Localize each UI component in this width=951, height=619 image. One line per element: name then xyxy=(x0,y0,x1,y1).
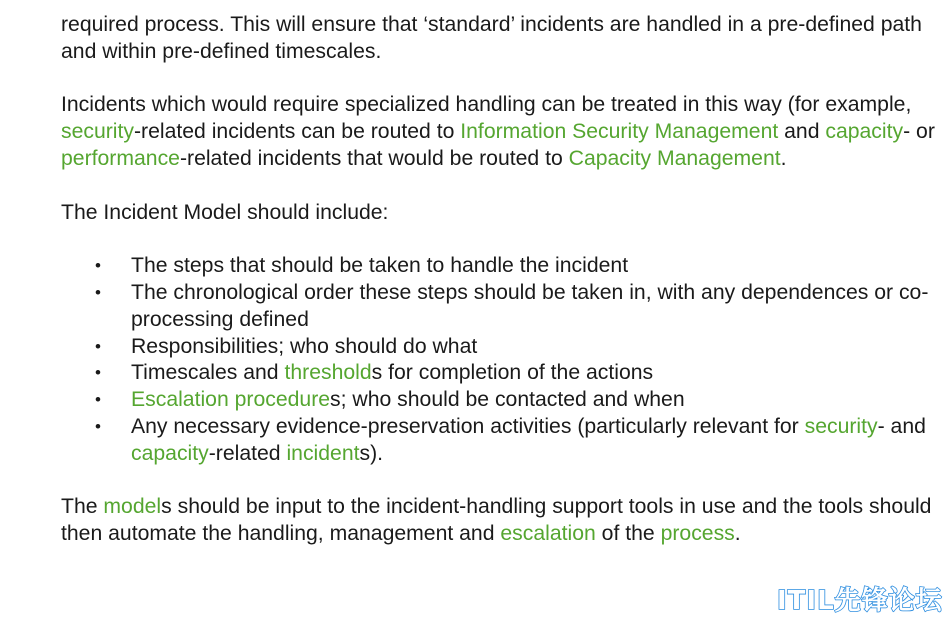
text-run: -related incidents can be routed to xyxy=(134,120,461,144)
text-run: . xyxy=(780,146,787,170)
link-escalation[interactable]: escalation xyxy=(500,522,596,546)
text-run: Incidents which would require specialized handling can be treated in this way (for example, xyxy=(61,93,912,117)
text-run: -related xyxy=(208,441,287,465)
text-run: - and xyxy=(877,414,926,438)
link-information-security-management[interactable]: Information Security Management xyxy=(460,120,779,144)
text-run: of the xyxy=(595,522,661,546)
bullet-icon: • xyxy=(95,336,101,356)
paragraph-intro xyxy=(61,12,941,66)
text-run: s for completion of the actions xyxy=(371,361,654,385)
link-process[interactable]: process xyxy=(660,522,735,546)
text-run: Any necessary evidence-preservation activities (particularly relevant for xyxy=(131,414,805,438)
paragraph-intro-text: required process. This will ensure that ‘standard’ incidents are handled in a pre-defined path and within pre-defined timescales. xyxy=(61,13,922,63)
paragraph-specialized-handling xyxy=(61,92,941,172)
text-run: -related incidents that would be routed to xyxy=(179,146,569,170)
bullet-icon: • xyxy=(95,390,101,410)
text-run: - or xyxy=(903,120,935,144)
list-item xyxy=(61,414,941,468)
list-item xyxy=(61,334,941,361)
link-security[interactable]: security xyxy=(61,120,134,144)
text-run: s; who should be contacted and when xyxy=(330,388,685,412)
text-run: Timescales and xyxy=(131,361,285,385)
document-body xyxy=(61,12,941,548)
text-run: s). xyxy=(359,441,384,465)
link-capacity[interactable]: capacity xyxy=(825,120,904,144)
link-incident[interactable]: incident xyxy=(286,441,360,465)
bullet-icon: • xyxy=(95,282,101,302)
bullet-icon: • xyxy=(95,256,101,276)
paragraph-models-tools xyxy=(61,494,941,548)
bullet-icon: • xyxy=(95,416,101,436)
text-run: The steps that should be taken to handle the incident xyxy=(131,254,629,278)
link-security[interactable]: security xyxy=(804,414,878,438)
text-run: Responsibilities; who should do what xyxy=(131,334,478,358)
link-capacity[interactable]: capacity xyxy=(131,441,209,465)
incident-model-list xyxy=(61,253,941,467)
bullet-icon: • xyxy=(95,363,101,383)
paragraph-model-heading-text: The Incident Model should include: xyxy=(61,200,389,224)
text-run: and xyxy=(778,120,826,144)
list-item xyxy=(61,387,941,414)
link-capacity-management[interactable]: Capacity Management xyxy=(568,146,781,170)
list-item xyxy=(61,253,941,280)
paragraph-model-heading xyxy=(61,200,941,227)
link-performance[interactable]: performance xyxy=(61,146,180,170)
text-run: . xyxy=(734,522,741,546)
link-escalation-procedure[interactable]: Escalation procedure xyxy=(131,388,331,412)
text-run: The chronological order these steps should be taken in, with any dependences or co-processing defined xyxy=(131,280,929,331)
watermark-logo: ITIL先锋论坛 xyxy=(777,586,943,616)
text-run: The xyxy=(61,495,104,519)
text-run: s should be input to the incident-handling support tools in use and the tools should then automate the handling, management and xyxy=(61,495,932,546)
list-item xyxy=(61,280,941,334)
list-item xyxy=(61,360,941,387)
link-threshold[interactable]: threshold xyxy=(284,361,372,385)
link-model[interactable]: model xyxy=(103,495,162,519)
